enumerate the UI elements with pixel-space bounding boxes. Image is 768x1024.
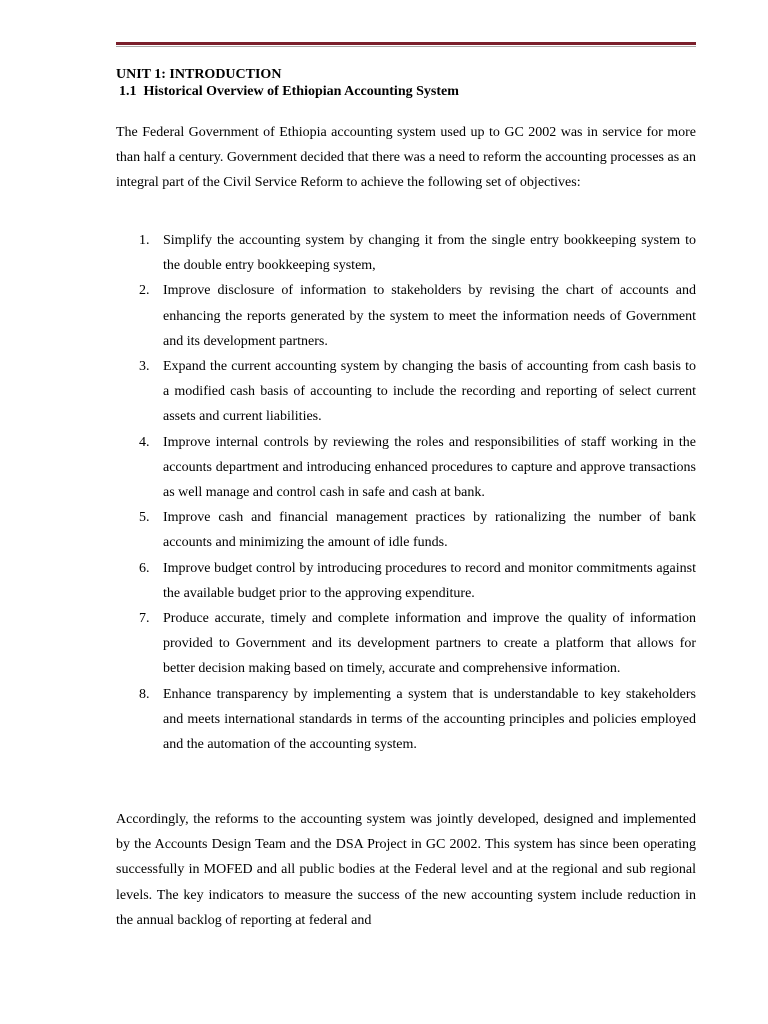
- intro-paragraph: The Federal Government of Ethiopia accounting system used up to GC 2002 was in service for more than half a century. Government decided that there was a need to reform the accounting processes as an integral part of the Civil Service Reform to achieve the following set of objectives:: [116, 125, 696, 191]
- objective-text: Enhance transparency by implementing a system that is understandable to key stakeholders and meets international standards in terms of the accounting principles and policies employed and the automation of the accounting system.: [163, 686, 696, 753]
- objective-number: 4.: [139, 434, 150, 450]
- objective-text: Produce accurate, timely and complete information and improve the quality of information provided to Government and its development partners to create a platform that allows for better decision making based on timely, accurate and comprehensive information.: [163, 611, 696, 677]
- objective-text: Expand the current accounting system by changing the basis of accounting from cash basis to a modified cash basis of accounting to include the recording and reporting of select current assets and current liabilities.: [163, 359, 696, 425]
- closing-paragraph: Accordingly, the reforms to the accounting system was jointly developed, designed and implemented by the Accounts Design Team and the DSA Project in GC 2002. This system has since been operating successfully in MOFED and all public bodies at the Federal level and at the regional and sub regional levels. The key indicators to measure the success of the new accounting system include reduction in the annual backlog of reporting at federal and: [116, 812, 696, 928]
- objective-text: Simplify the accounting system by changing it from the single entry bookkeeping system to the double entry bookkeeping system,: [163, 233, 696, 274]
- objective-number: 7.: [139, 611, 150, 627]
- objective-number: 1.: [139, 233, 150, 248]
- objective-item: [116, 354, 696, 430]
- section-title: Historical Overview of Ethiopian Accounting System: [143, 84, 459, 99]
- objective-item: [116, 682, 696, 758]
- objective-text: Improve cash and financial management practices by rationalizing the number of bank accounts and minimizing the amount of idle funds.: [163, 510, 696, 551]
- objective-item: [116, 430, 696, 506]
- objective-text: Improve internal controls by reviewing the roles and responsibilities of staff working in the accounts department and introducing enhanced procedures to capture and approve transactions as well manage and control cash in safe and cash at bank.: [163, 434, 696, 501]
- objective-item: [116, 505, 696, 555]
- header-rule: [116, 42, 696, 48]
- objective-number: 6.: [139, 560, 150, 576]
- section-number: 1.1: [119, 84, 137, 99]
- objective-number: 2.: [139, 283, 150, 299]
- objective-item: [116, 228, 696, 278]
- objective-item: [116, 556, 696, 606]
- unit-title: UNIT 1: INTRODUCTION: [116, 67, 282, 82]
- header-rule-thin: [116, 46, 696, 47]
- objective-number: 5.: [139, 510, 150, 526]
- objective-number: 8.: [139, 686, 150, 702]
- section-heading: [119, 83, 459, 100]
- objective-number: 3.: [139, 359, 150, 375]
- objective-text: Improve budget control by introducing procedures to record and monitor commitments against the available budget prior to the approving expenditure.: [163, 560, 696, 601]
- objective-item: [116, 278, 696, 354]
- header-rule-thick: [116, 42, 696, 45]
- objective-item: [116, 606, 696, 682]
- objective-text: Improve disclosure of information to stakeholders by revising the chart of accounts and enhancing the reports generated by the system to meet the information needs of Government and its development partners.: [163, 283, 696, 349]
- objectives-list: [116, 228, 696, 757]
